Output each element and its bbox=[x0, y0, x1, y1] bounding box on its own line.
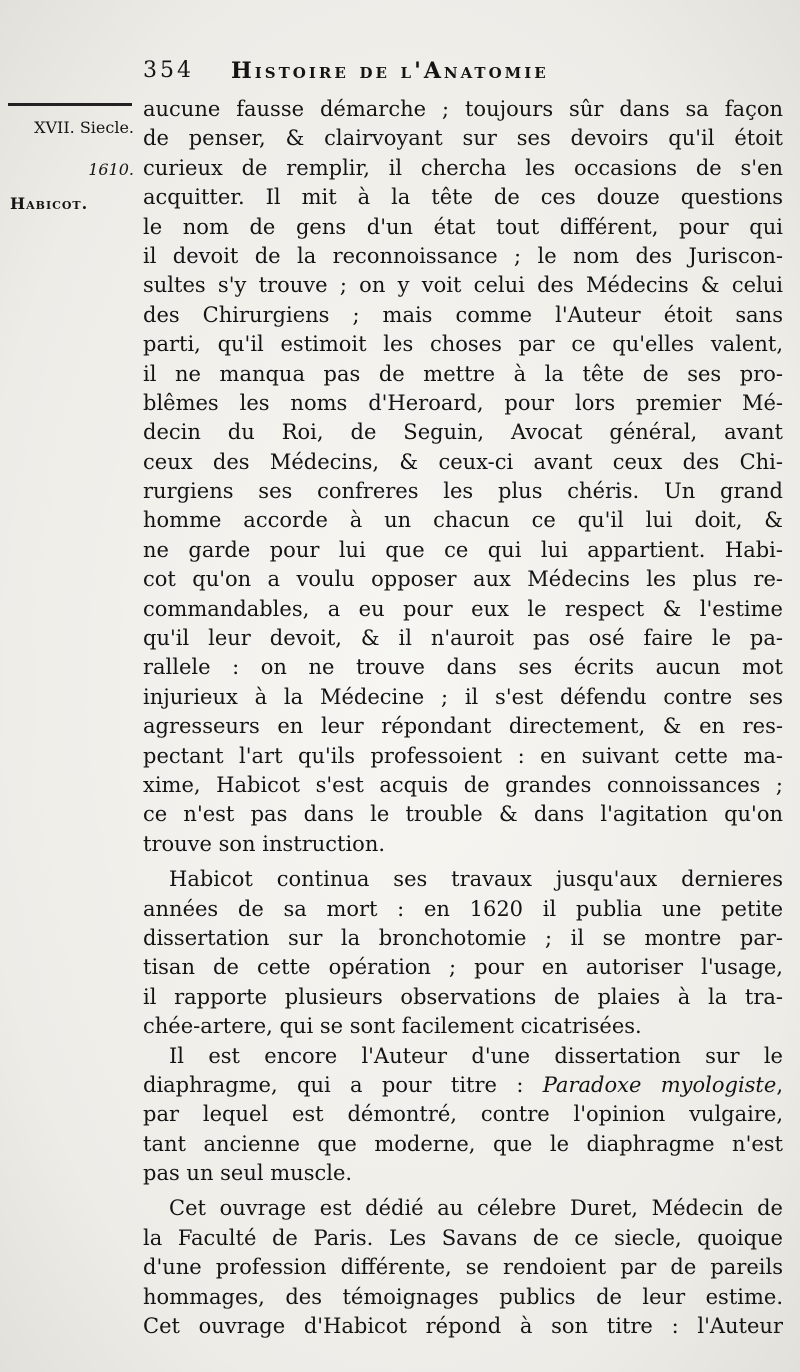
text-line: rallele : on ne trouve dans ses écrits aucun mot bbox=[143, 655, 783, 680]
text-line: blêmes les noms d'Heroard, pour lors premier Mé- bbox=[143, 390, 783, 415]
text-line: decin du Roi, de Seguin, Avocat général, avant bbox=[143, 420, 783, 445]
margin-rule bbox=[8, 103, 132, 106]
text-line: acquitter. Il mit à la tête de ces douze questions bbox=[143, 185, 783, 210]
running-header bbox=[143, 58, 783, 90]
text-line: le nom de gens d'un état tout différent, pour qui bbox=[143, 214, 783, 239]
book-title-italic: Paradoxe myologiste bbox=[542, 1072, 777, 1097]
page-number: 354 bbox=[143, 58, 194, 83]
text-line: pectant l'art qu'ils professoient : en suivant cette ma- bbox=[143, 743, 783, 768]
text-line: xime, Habicot s'est acquis de grandes connoissances ; bbox=[143, 772, 783, 797]
text-line: tisan de cette opération ; pour en autoriser l'usage, bbox=[143, 955, 783, 980]
text-line: d'une profession différente, se rendoient par de pareils bbox=[143, 1255, 783, 1280]
text-line: de penser, & clairvoyant sur ses devoirs qu'il étoit bbox=[143, 126, 783, 151]
text-line: Cet ouvrage est dédié au célebre Duret, Médecin de bbox=[169, 1196, 783, 1221]
text-line: ne garde pour lui que ce qui lui appartient. Habi- bbox=[143, 537, 783, 562]
text-line: Cet ouvrage d'Habicot répond à son titre : l'Auteur bbox=[143, 1314, 783, 1339]
text-line: il rapporte plusieurs observations de plaies à la tra- bbox=[143, 984, 783, 1009]
text-line: ceux des Médecins, & ceux-ci avant ceux des Chi- bbox=[143, 449, 783, 474]
text-line: chée-artere, qui se sont facilement cicatrisées. bbox=[143, 1014, 642, 1039]
text-line: curieux de remplir, il chercha les occasions de s'en bbox=[143, 155, 783, 180]
text-line: la Faculté de Paris. Les Savans de ce siecle, quoique bbox=[143, 1225, 783, 1250]
text-line: ce n'est pas dans le trouble & dans l'agitation qu'on bbox=[143, 802, 783, 827]
text-line bbox=[143, 1071, 783, 1100]
text-line: agresseurs en leur répondant directement, & en res- bbox=[143, 714, 783, 739]
text-line: homme accorde à un chacun ce qu'il lui doit, & bbox=[143, 508, 783, 533]
text-line: il devoit de la reconnoissance ; le nom des Juriscon- bbox=[143, 243, 783, 268]
text-line: pas un seul muscle. bbox=[143, 1161, 353, 1186]
text-line: il ne manqua pas de mettre à la tête de ses pro- bbox=[143, 361, 783, 386]
text-line: aucune fausse démarche ; toujours sûr dans sa façon bbox=[143, 97, 783, 121]
text-line: Il est encore l'Auteur d'une dissertation sur le bbox=[169, 1043, 783, 1068]
text-line-pre: diaphragme, qui a pour titre : bbox=[143, 1072, 543, 1097]
text-line-post: , bbox=[776, 1072, 783, 1097]
text-line: tant ancienne que moderne, que le diaphragme n'est bbox=[143, 1131, 783, 1156]
text-line: rurgiens ses confreres les plus chéris. Un grand bbox=[143, 479, 783, 504]
text-line: dissertation sur la bronchotomie ; il se montre par- bbox=[143, 925, 783, 950]
margin-note-century: XVII. Siecle. bbox=[34, 118, 134, 137]
text-line: qu'il leur devoit, & il n'auroit pas osé faire le pa- bbox=[143, 626, 783, 651]
text-line: trouve son instruction. bbox=[143, 831, 386, 856]
body-text bbox=[143, 95, 783, 1341]
text-line: parti, qu'il estimoit les choses par ce qu'elles valent, bbox=[143, 332, 783, 357]
text-line: commandables, a eu pour eux le respect & l'estime bbox=[143, 596, 783, 621]
text-line: Habicot continua ses travaux jusqu'aux dernieres bbox=[169, 867, 783, 892]
text-line: injurieux à la Médecine ; il s'est défendu contre ses bbox=[143, 684, 783, 709]
text-line: hommages, des témoignages publics de leur estime. bbox=[143, 1284, 783, 1309]
margin-note-year: 1610. bbox=[88, 160, 134, 179]
text-line: années de sa mort : en 1620 il publia une petite bbox=[143, 896, 783, 921]
running-title: Histoire de l'Anatomie bbox=[231, 58, 549, 84]
text-line: cot qu'on a voulu opposer aux Médecins les plus re- bbox=[143, 567, 783, 592]
text-line: des Chirurgiens ; mais comme l'Auteur étoit sans bbox=[143, 302, 783, 327]
text-line: sultes s'y trouve ; on y voit celui des Médecins & celui bbox=[143, 273, 783, 298]
text-line: par lequel est démontré, contre l'opinion vulgaire, bbox=[143, 1102, 783, 1127]
margin-note-name: Habicot. bbox=[10, 194, 89, 213]
